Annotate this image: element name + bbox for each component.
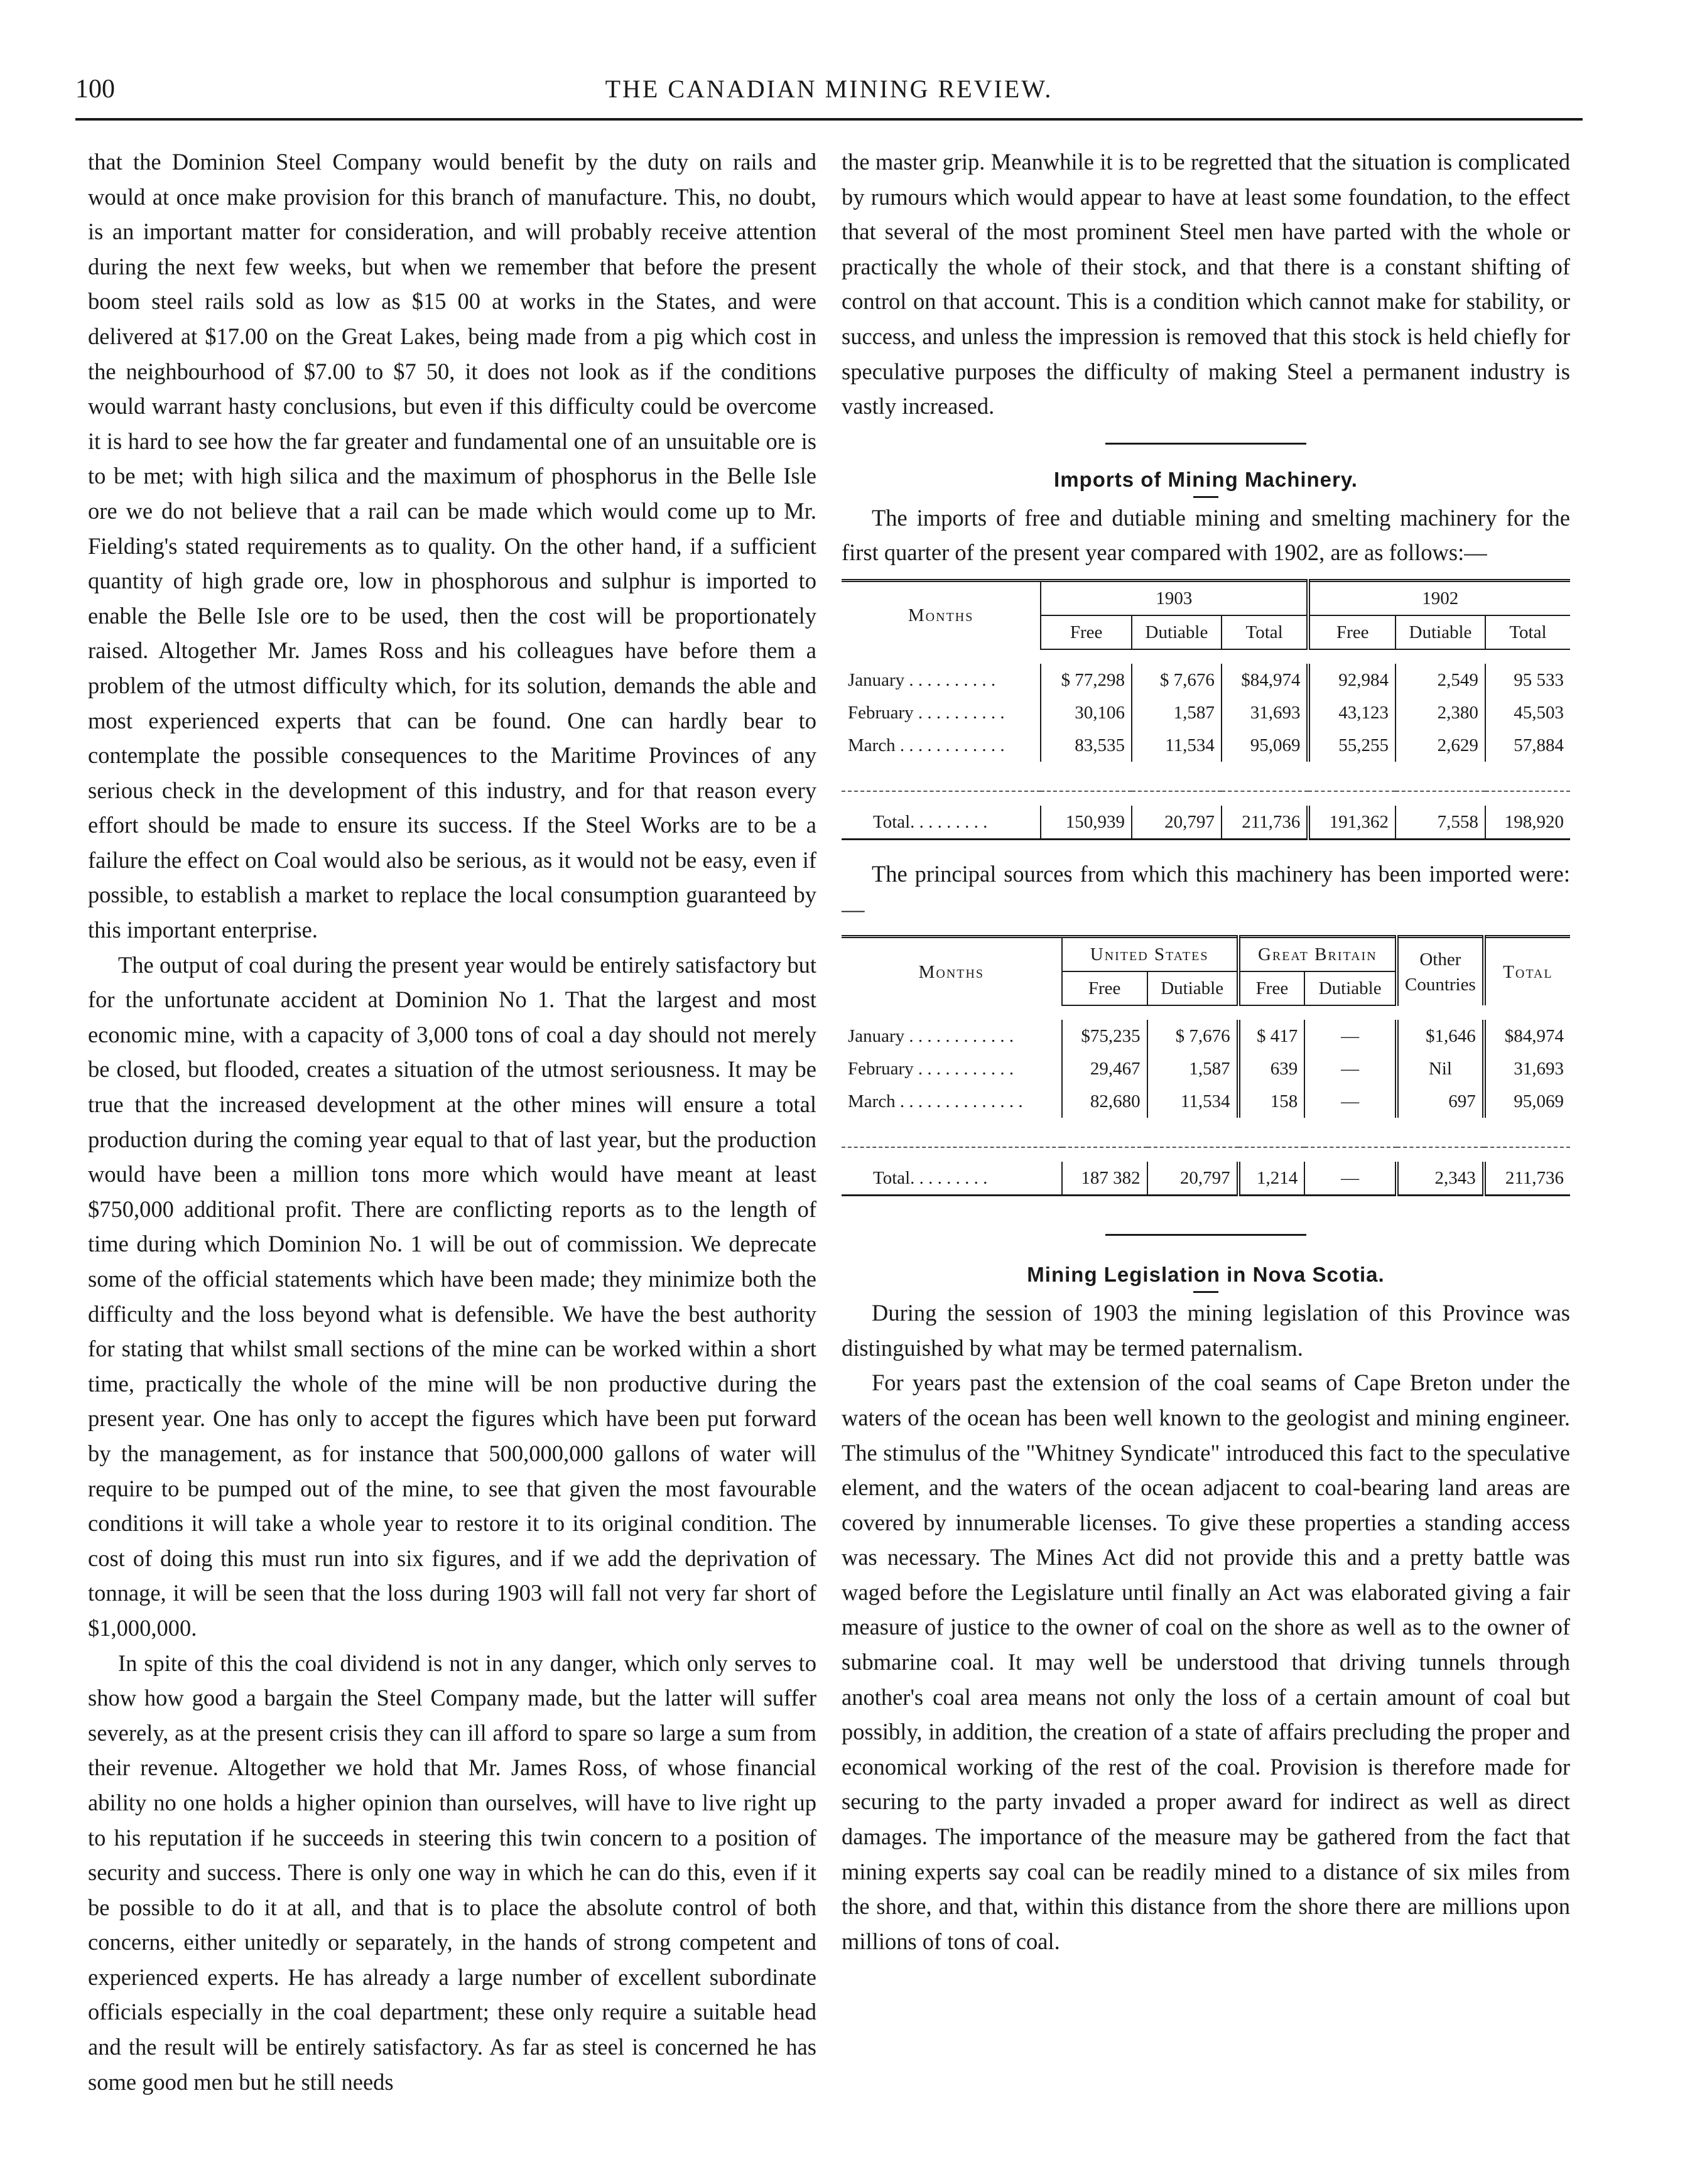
cell: 11,534 [1147,1085,1238,1118]
total-label: Total. . . . . . . . . [873,811,988,832]
left-paragraph-3: In spite of this the coal dividend is not in any danger, which only serves to show how good a bargain the Steel Company made, but the latter will suffer severely, as at the present crisis they can ill afford to spare so large a sum from their revenue. Altogether we hold that Mr. James Ross, of whose financial ability no one holds a higher opinion than ourselves, will have to live right up to his reputation if he succeeds in steering this twin concern to a position of security and success. There is only one way in which he can do this, even if it be possible to do it at all, and that is to place the absolute control of both concerns, either unitedly or separately, in the hands of strong competent and experienced experts. He has already a large number of excellent subordinate officials especially in the coal department; these only require a suitable head and the result will be entirely satisfactory. As far as steel is concerned he has some good men but he still needs [88,1650,816,2095]
imports-heading: Imports of Mining Machinery. [1054,467,1358,491]
cell: 95,069 [1484,1085,1570,1118]
table-row [842,1020,1570,1052]
table2-sub-free: Free [1238,971,1305,1005]
table2-sub-free: Free [1062,971,1147,1005]
table1-sub-free: Free [1308,615,1395,649]
table2-other-countries-header: Other Countries [1397,937,1484,1006]
cell: $84,974 [1222,664,1309,696]
cell: 187 382 [1062,1162,1147,1196]
row-month: January . . . . . . . . . . [848,669,996,690]
heading-dash [1193,1291,1218,1293]
cell: 211,736 [1484,1162,1570,1196]
right-column [842,144,1570,1959]
row-month: March . . . . . . . . . . . . . . [848,1091,1023,1112]
cell: — [1304,1085,1397,1118]
table-total-row [842,806,1570,840]
cell: 31,693 [1222,696,1309,729]
cell: 92,984 [1308,664,1395,696]
table1-sub-dutiable: Dutiable [1395,615,1485,649]
table1-sub-total: Total [1222,615,1309,649]
cell: 2,380 [1395,696,1485,729]
cell: 697 [1397,1085,1484,1118]
table1-sub-dutiable: Dutiable [1132,615,1222,649]
cell: — [1304,1052,1397,1085]
left-column [88,144,816,2099]
left-paragraph-1: that the Dominion Steel Company would benefit by the duty on rails and would at once make provision for this branch of manufacture. This, no doubt, is an important matter for consideration, and will probably receive attention during the next few weeks, but when we remember that before the present boom steel rails sold as low as $15 00 at works in the States, and were delivered at $17.00 on the Great Lakes, being made from a pig which cost in the neighbourhood of $7.00 to $7 50, it does not look as if the conditions would warrant hasty conclusions, but even if this difficulty could be overcome it is hard to see how the far greater and fundamental one of an unsuitable ore is to be met; with high silica and the maximum of phosphorus in the Belle Isle ore we do not believe that a rail can be made which would come up to Mr. Fielding's stated requirements as to quality. On the other hand, if a sufficient quantity of high grade ore, low in phosphorous and sulphur is imported to enable the Belle Isle ore to be used, then the cost will be proportionately raised. Altogether Mr. James Ross and his colleagues have before them a problem of the utmost difficulty which, for its solution, demands the able and most experienced experts that can be found. One can hardly bear to contemplate the possible consequences to the Maritime Provinces of any serious check in the development of this industry, and for that reason every effort should be made to ensure its success. If the Steel Works are to be a failure the effect on Coal would also be serious, as it would not be easy, even if possible, to establish a market to replace the local consumption guaranteed by this important enterprise. [88,149,816,943]
table2-total-header: Total [1484,937,1570,1006]
table-row [842,664,1570,696]
cell: — [1304,1162,1397,1196]
cell: 83,535 [1041,729,1132,762]
cell: 2,549 [1395,664,1485,696]
cell: 20,797 [1147,1162,1238,1196]
sources-intro: The principal sources from which this machinery has been imported were:— [842,860,1570,922]
table-row [842,1052,1570,1085]
table1-year-1902: 1902 [1308,580,1570,615]
table2-sub-dutiable: Dutiable [1304,971,1397,1005]
sources-table [842,935,1570,1196]
cell: 198,920 [1485,806,1570,840]
cell: 191,362 [1308,806,1395,840]
cell: 1,587 [1147,1052,1238,1085]
table1-sub-total: Total [1485,615,1570,649]
table1-year-1903: 1903 [1041,580,1308,615]
cell: 29,467 [1062,1052,1147,1085]
table2-great-britain-header: Great Britain [1238,937,1397,972]
table2-sub-dutiable: Dutiable [1147,971,1238,1005]
cell: $ 7,676 [1147,1020,1238,1052]
table-total-row [842,1162,1570,1196]
cell: $ 7,676 [1132,664,1222,696]
cell: 30,106 [1041,696,1132,729]
cell: 82,680 [1062,1085,1147,1118]
table2-united-states-header: United States [1062,937,1238,972]
row-month: February . . . . . . . . . . . [848,1059,1014,1079]
cell: $75,235 [1062,1020,1147,1052]
imports-intro: The imports of free and dutiable mining and smelting machinery for the first quarter of the present year compared with 1902, are as follows:— [842,504,1570,566]
cell: 31,693 [1484,1052,1570,1085]
cell: 7,558 [1395,806,1485,840]
running-head [75,74,1583,112]
cell: 95 533 [1485,664,1570,696]
table-row [842,729,1570,762]
legislation-heading: Mining Legislation in Nova Scotia. [1027,1263,1385,1287]
cell: 45,503 [1485,696,1570,729]
legislation-paragraph-2: For years past the extension of the coal seams of Cape Breton under the waters of the ocean has been well known to the geologist and mining engineer. The stimulus of the "Whitney Syndicate" introduced this fact to the speculative element, and the waters of the ocean adjacent to coal-bearing land areas are covered by innumerable licenses. To give these properties a standing access was necessary. The Mines Act did not provide this and a pretty battle was waged before the Legislature until finally an Act was elaborated giving a fair measure of justice to the owner of coal on the shore as well as to the owner of submarine coal. It may well be understood that driving tunnels through another's coal area means not only the loss of a certain amount of coal but possibly, in addition, the creation of a state of affairs precluding the proper and economical working of the rest of the coal. Provision is therefore made for securing to the party invaded a proper award for indirect as well as direct damages. The importance of the measure may be gathered from the fact that mining experts say coal can be readily mined to a distance of six miles from the shore, and that, within this distance from the shore there are millions upon millions of tons of coal. [842,1370,1570,1954]
table1-sub-free: Free [1041,615,1132,649]
journal-title: THE CANADIAN MINING REVIEW. [605,75,1053,103]
legislation-paragraph-1: During the session of 1903 the mining legislation of this Province was distinguished by what may be termed paternalism. [842,1300,1570,1361]
page-number: 100 [75,75,115,104]
table-row [842,1085,1570,1118]
table-row [842,696,1570,729]
left-paragraph-2: The output of coal during the present year would be entirely satisfactory but for the unfortunate accident at Dominion No 1. That the largest and most economic mine, with a capacity of 3,000 tons of coal a day should not merely be closed, but flooded, creates a situation of the utmost seriousness. It may be true that the increased development at the other mines will ensure a total production during the coming year equal to that of last year, but the production would have been a million tons more which would have meant at least $750,000 additional profit. There are conflicting reports as to the length of time during which Dominion No. 1 will be out of commission. We deprecate some of the official statements which have been made; they minimize both the difficulty and the loss beyond what is defensible. We have the best authority for stating that whilst small sections of the mine can be worked within a short time, practically the whole of the mine will be non productive during the present year. One has only to accept the figures which have been put forward by the management, as for instance that 500,000,000 gallons of water will require to be pumped out of the mine, to see that given the most favourable conditions it will take a whole year to restore it to its original condition. The cost of doing this must run into six figures, and if we add the deprivation of tonnage, it will be seen that the loss during 1903 will fall not very far short of $1,000,000. [88,951,816,1641]
cell: 11,534 [1132,729,1222,762]
table1-months-header: Months [908,605,974,626]
cell: $ 417 [1238,1020,1305,1052]
cell: 57,884 [1485,729,1570,762]
total-label: Total. . . . . . . . . [873,1168,988,1189]
cell: 55,255 [1308,729,1395,762]
table2-months-header: Months [918,961,985,982]
cell: 158 [1238,1085,1305,1118]
cell: $1,646 [1397,1020,1484,1052]
row-month: February . . . . . . . . . . [848,702,1005,723]
cell: $ 77,298 [1041,664,1132,696]
cell: 43,123 [1308,696,1395,729]
cell: 2,343 [1397,1162,1484,1196]
cell: 1,214 [1238,1162,1305,1196]
cell: 20,797 [1132,806,1222,840]
cell: $84,974 [1484,1020,1570,1052]
cell: — [1304,1020,1397,1052]
row-month: January . . . . . . . . . . . . [848,1026,1014,1047]
cell: 211,736 [1222,806,1309,840]
header-rule [75,118,1583,121]
cell: 1,587 [1132,696,1222,729]
cell: Nil [1397,1052,1484,1085]
right-opening-paragraph: the master grip. Meanwhile it is to be regretted that the situation is complicated by rumours which would appear to have at least some foundation, to the effect that several of the most prominent Steel men have parted with the whole or practically the whole of their stock, and that there is a constant shifting of control on that account. This is a condition which cannot make for stability, or success, and unless the impression is removed that this stock is held chiefly for speculative purposes the difficulty of making Steel a permanent industry is vastly increased. [842,149,1570,419]
imports-table [842,579,1570,840]
cell: 2,629 [1395,729,1485,762]
cell: 95,069 [1222,729,1309,762]
heading-dash [1193,496,1218,498]
cell: 150,939 [1041,806,1132,840]
row-month: March . . . . . . . . . . . . [848,735,1005,755]
cell: 639 [1238,1052,1305,1085]
